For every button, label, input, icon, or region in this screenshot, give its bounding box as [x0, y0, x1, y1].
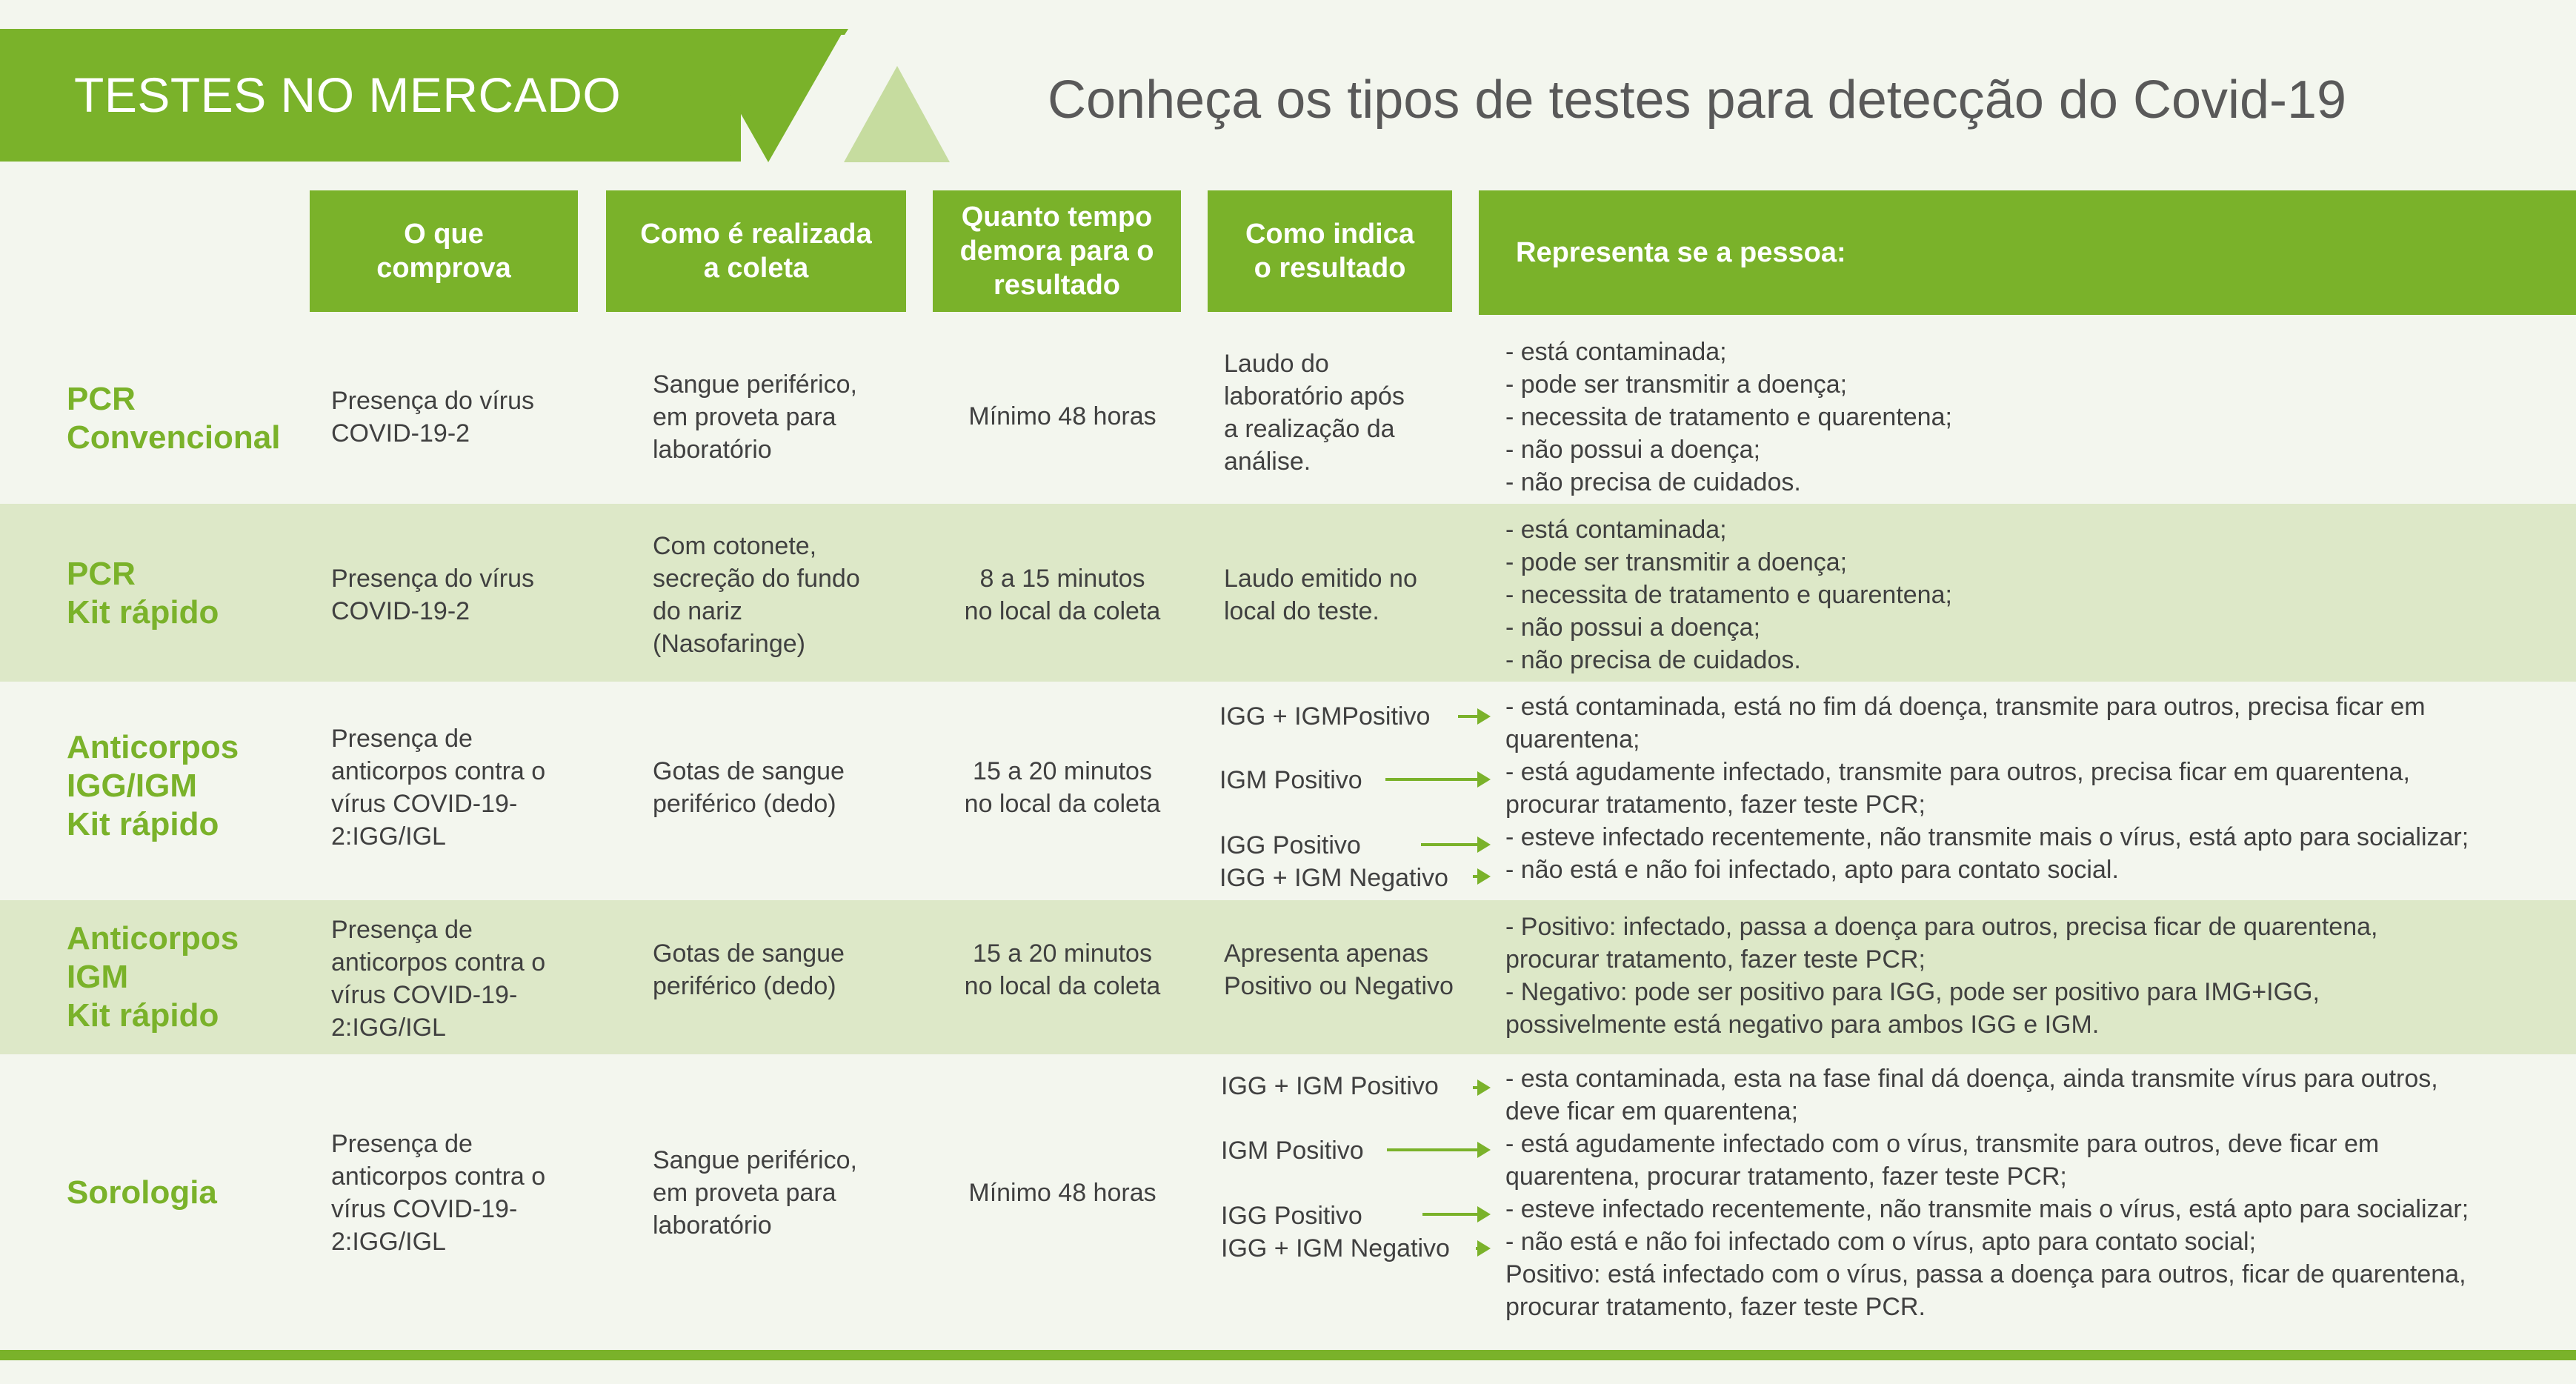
cell-coleta: Com cotonete, secreção do fundo do nariz (Nasofaringe) [653, 532, 860, 658]
indica-item-igm-positivo: IGM Positivo [1219, 766, 1362, 794]
cell-indica: Apresenta apenas Positivo ou Negativo [1224, 939, 1454, 1000]
cell-comprova: Presença do vírus COVID-19-2 [331, 565, 535, 625]
indica-item-igg-igm-positivo: IGG + IGM Positivo [1221, 1072, 1439, 1100]
cell-coleta: Gotas de sangue periférico (dedo) [653, 939, 845, 1000]
row-label-pcr-kit-rapido: PCR Kit rápido [67, 556, 219, 631]
cell-comprova: Presença de anticorpos contra o vírus COVID-19- 2:IGG/IGL [331, 916, 546, 1042]
cell-tempo: 15 a 20 minutos no local da coleta [964, 757, 1161, 818]
row-label-sorologia: Sorologia [67, 1174, 217, 1211]
arrow-icon [1458, 715, 1486, 718]
cell-representa: - Positivo: infectado, passa a doença para outros, precisa ficar de quarentena, procurar tratamento, fazer teste PCR; - Negativo: pode ser positivo para IGG, pode ser positivo para IMG+IGG, possivelmente está negativo para ambos IGG e IGM. [1505, 913, 2378, 1039]
column-header-tempo: Quanto tempo demora para o resultado [933, 190, 1181, 312]
cell-representa: - está contaminada, está no fim dá doença, transmite para outros, precisa ficar em quarentena; - está agudamente infectado, transmite para outros, precisa ficar em quarentena, procurar tratamento, fazer teste PCR; - esteve infectado recentemente, não transmite mais o vírus, está apto para socializar; - não está e não foi infectado, apto para contato social. [1505, 693, 2469, 884]
cell-tempo: 8 a 15 minutos no local da coleta [964, 565, 1161, 625]
cell-tempo: 15 a 20 minutos no local da coleta [964, 939, 1161, 1000]
row-label-anticorpos-igg-igm: Anticorpos IGG/IGM Kit rápido [67, 729, 239, 842]
cell-representa: - esta contaminada, esta na fase final dá doença, ainda transmite vírus para outros, deve ficar em quarentena; - está agudamente infectado com o vírus, transmite para outros, deve ficar em quarentena, procurar tratamento, fazer teste PCR; - esteve infectado recentemente, não transmite mais o vírus, está apto para socializar; - não está e não foi infectado com o vírus, apto para contato social; Positivo: está infectado com o vírus, passa a doença para outros, ficar de quarentena, procurar tratamento, fazer teste PCR. [1505, 1065, 2469, 1321]
cell-coleta: Gotas de sangue periférico (dedo) [653, 757, 845, 818]
page-subtitle: Conheça os tipos de testes para detecção do Covid-19 [1048, 70, 2347, 130]
arrow-icon [1385, 778, 1486, 781]
cell-indica: Laudo emitido no local do teste. [1224, 565, 1417, 625]
column-header-comprova: O que comprova [310, 190, 578, 312]
cell-representa: - está contaminada; - pode ser transmitir a doença; - necessita de tratamento e quarentena; - não possui a doença; - não precisa de cuidados. [1505, 516, 1952, 674]
arrow-icon [1387, 1148, 1486, 1151]
indica-item-igg-igm-negativo: IGG + IGM Negativo [1221, 1234, 1450, 1262]
arrow-icon [1421, 843, 1486, 846]
indica-item-igg-igm-positivo: IGG + IGMPositivo [1219, 702, 1431, 731]
cell-tempo: Mínimo 48 horas [968, 402, 1156, 430]
arrow-icon [1476, 1247, 1486, 1250]
cell-coleta: Sangue periférico, em proveta para laboratório [653, 1146, 857, 1240]
triangle-decoration-icon [693, 29, 959, 170]
indica-item-igg-positivo: IGG Positivo [1219, 831, 1361, 859]
column-header-coleta: Como é realizada a coleta [606, 190, 906, 312]
column-header-representa: Representa se a pessoa: [1479, 190, 2576, 315]
row-label-anticorpos-igm: Anticorpos IGM Kit rápido [67, 920, 239, 1034]
indica-item-igg-igm-negativo: IGG + IGM Negativo [1219, 864, 1448, 892]
row-label-pcr-convencional: PCR Convencional [67, 381, 281, 456]
cell-comprova: Presença de anticorpos contra o vírus COVID-19- 2:IGG/IGL [331, 725, 546, 851]
page-title: TESTES NO MERCADO [74, 67, 622, 122]
arrow-icon [1473, 875, 1486, 878]
cell-tempo: Mínimo 48 horas [968, 1179, 1156, 1207]
column-header-indica: Como indica o resultado [1208, 190, 1452, 312]
cell-comprova: Presença de anticorpos contra o vírus COVID-19- 2:IGG/IGL [331, 1130, 546, 1256]
arrow-icon [1422, 1213, 1486, 1216]
cell-coleta: Sangue periférico, em proveta para laboratório [653, 370, 857, 464]
cell-indica: Laudo do laboratório após a realização da análise. [1224, 350, 1405, 476]
arrow-icon [1473, 1086, 1486, 1089]
bottom-divider [0, 1350, 2576, 1360]
cell-representa: - está contaminada; - pode ser transmitir a doença; - necessita de tratamento e quarentena; - não possui a doença; - não precisa de cuidados. [1505, 338, 1952, 496]
indica-item-igg-positivo: IGG Positivo [1221, 1202, 1362, 1230]
indica-item-igm-positivo: IGM Positivo [1221, 1137, 1364, 1165]
cell-comprova: Presença do vírus COVID-19-2 [331, 387, 535, 448]
